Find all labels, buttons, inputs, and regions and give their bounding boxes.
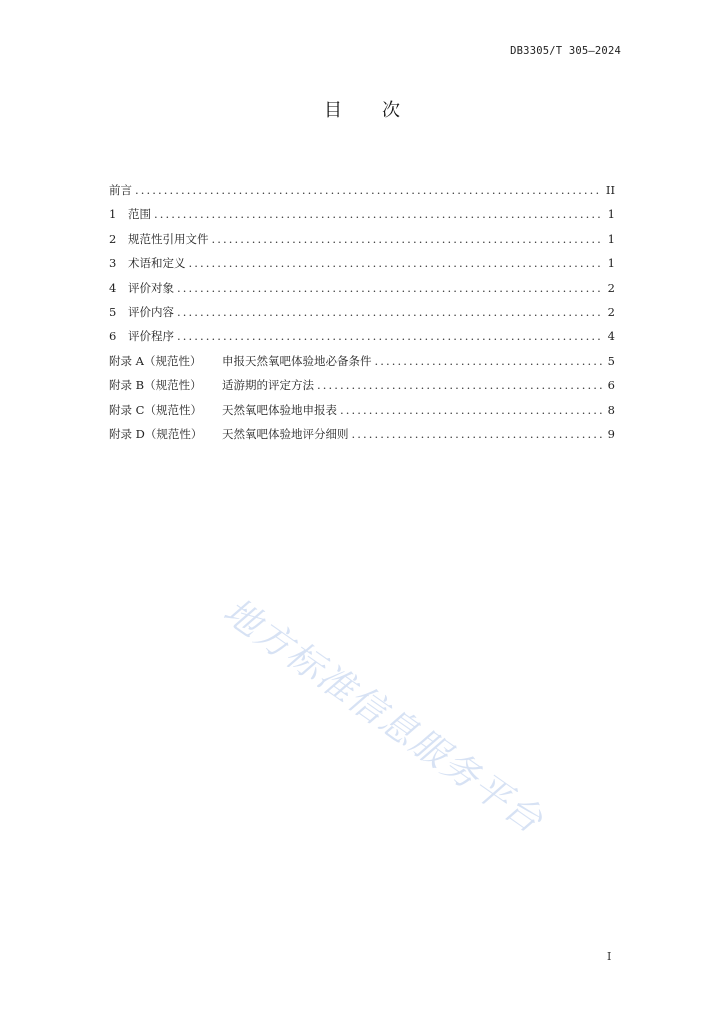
toc-leader-dots — [212, 227, 604, 251]
toc-entry-page: 2 — [607, 304, 615, 319]
title-char-1: 目 — [324, 100, 342, 121]
toc-entry-appendix-b[interactable] — [109, 373, 615, 397]
toc-entry-label: 规范性引用文件 — [128, 231, 209, 246]
toc-appendix-tag: 附录 C（规范性） — [109, 402, 202, 417]
toc-entry-section-1[interactable] — [109, 202, 615, 226]
toc-entry-label: 评价内容 — [128, 304, 174, 319]
toc-leader-dots — [189, 251, 604, 275]
toc-leader-dots — [340, 398, 603, 422]
toc-leader-dots — [135, 178, 602, 202]
toc-entry-appendix-c[interactable] — [109, 398, 615, 422]
toc-entry-page: 1 — [607, 256, 615, 271]
toc-leader-dots — [177, 324, 603, 348]
toc-leader-dots — [375, 349, 604, 373]
toc-entry-section-5[interactable] — [109, 300, 615, 324]
toc-entry-foreword[interactable] — [109, 178, 615, 202]
toc-entry-page: 6 — [607, 378, 615, 393]
toc-entry-number: 3 — [109, 256, 117, 271]
toc-entry-page: 2 — [607, 280, 615, 295]
toc-entry-section-4[interactable] — [109, 276, 615, 300]
toc-entry-label: 申报天然氧吧体验地必备条件 — [222, 353, 372, 368]
page-number: I — [607, 950, 612, 963]
toc-leader-dots — [154, 202, 603, 226]
toc-entry-page: 4 — [607, 329, 615, 344]
toc-leader-dots — [317, 373, 603, 397]
toc-entry-number: 2 — [109, 231, 117, 246]
toc-entry-number: 6 — [109, 329, 117, 344]
watermark: 地方标准信息服务平台 — [215, 590, 551, 843]
toc-appendix-tag: 附录 B（规范性） — [109, 378, 202, 393]
toc-entry-page: 5 — [607, 353, 615, 368]
toc-entry-appendix-d[interactable] — [109, 422, 615, 446]
toc-entry-page: 1 — [607, 231, 615, 246]
toc-entry-label: 前言 — [109, 183, 132, 197]
toc-leader-dots — [177, 276, 603, 300]
toc-entry-section-2[interactable] — [109, 227, 615, 251]
toc-entry-page: 9 — [607, 426, 615, 441]
toc-entry-label: 天然氧吧体验地申报表 — [222, 402, 337, 417]
toc-entry-page: 8 — [607, 402, 615, 417]
toc-entry-label: 适游期的评定方法 — [222, 378, 314, 393]
toc-entry-number: 5 — [109, 304, 117, 319]
toc-entry-label: 范围 — [128, 207, 151, 222]
toc-appendix-tag: 附录 D（规范性） — [109, 426, 203, 441]
page-title — [0, 96, 724, 122]
document-code: DB3305/T 305—2024 — [510, 45, 621, 57]
toc-entry-section-6[interactable] — [109, 324, 615, 348]
toc-appendix-tag: 附录 A（规范性） — [109, 353, 202, 368]
toc-entry-number: 4 — [109, 280, 117, 295]
toc-leader-dots — [352, 422, 604, 446]
toc-entry-label: 天然氧吧体验地评分细则 — [222, 426, 349, 441]
table-of-contents — [109, 178, 615, 446]
toc-entry-page: 1 — [607, 207, 615, 222]
toc-entry-section-3[interactable] — [109, 251, 615, 275]
toc-entry-label: 术语和定义 — [128, 256, 186, 271]
toc-entry-number: 1 — [109, 207, 117, 222]
title-char-2: 次 — [382, 100, 400, 121]
toc-leader-dots — [177, 300, 603, 324]
toc-entry-page: II — [605, 183, 615, 197]
toc-entry-appendix-a[interactable] — [109, 349, 615, 373]
toc-entry-label: 评价对象 — [128, 280, 174, 295]
toc-entry-label: 评价程序 — [128, 329, 174, 344]
